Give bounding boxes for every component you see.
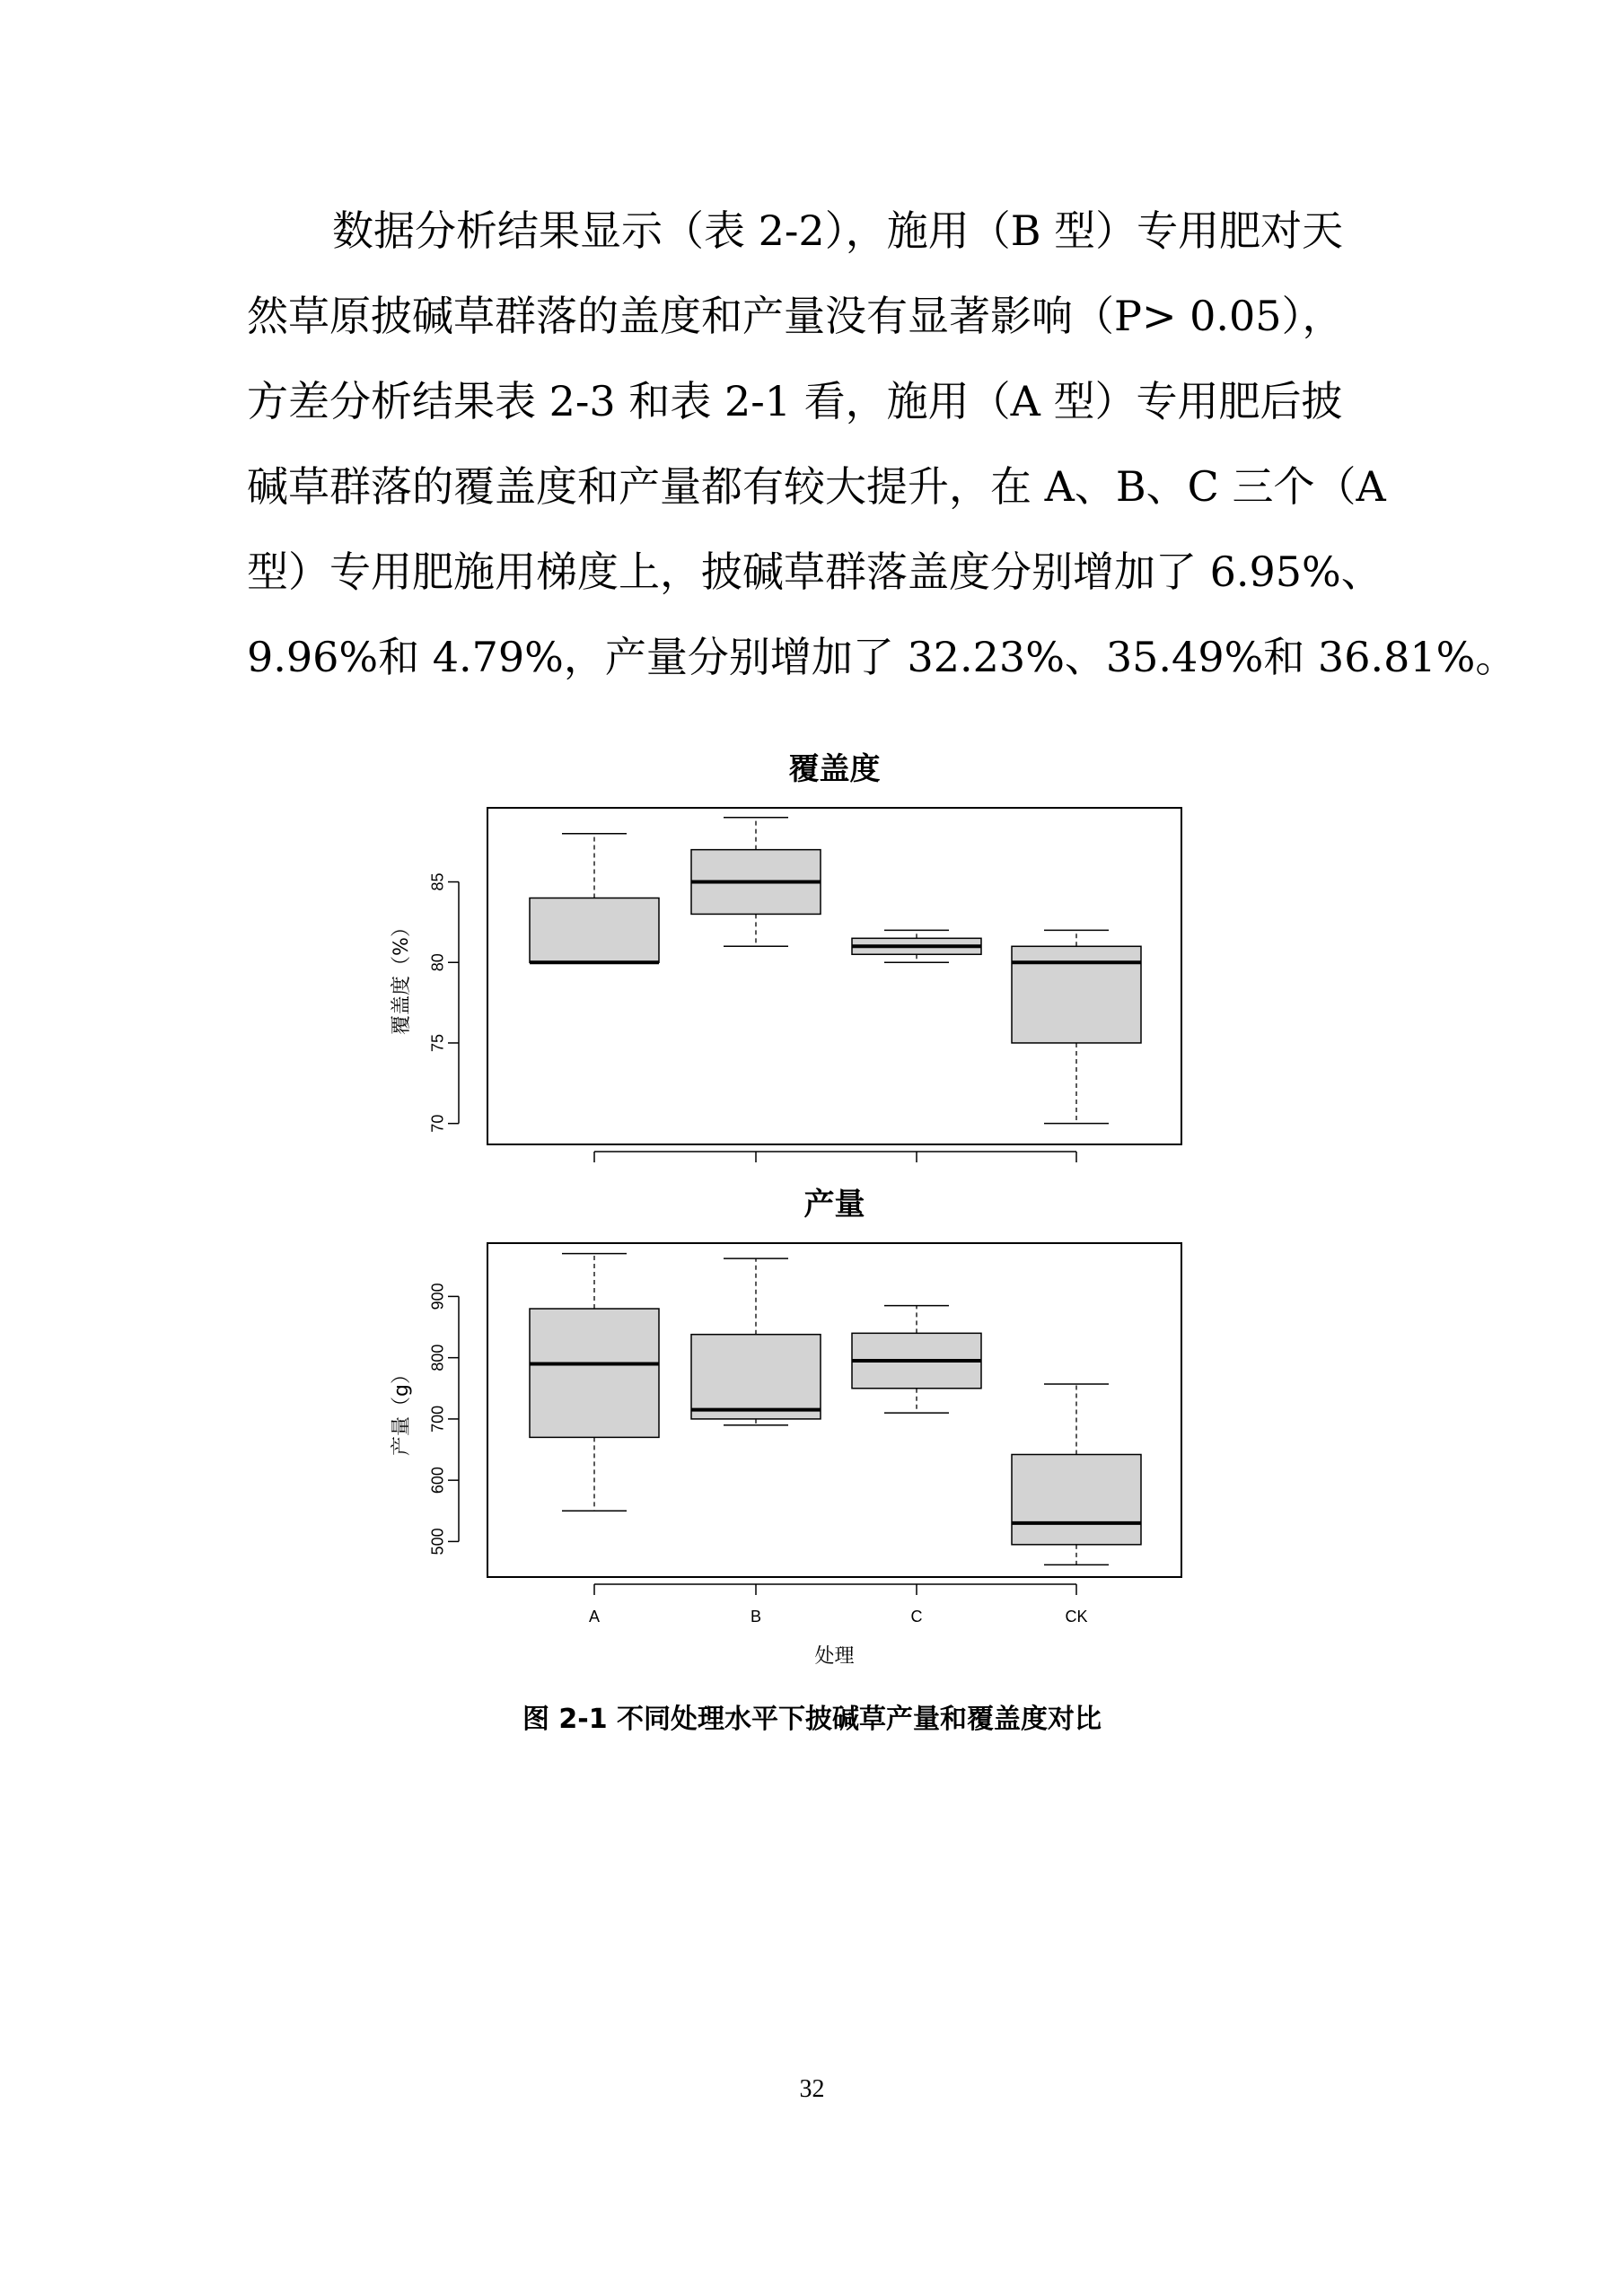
box-a [530, 834, 659, 963]
box-plot-panel [448, 1243, 1181, 1595]
x-tick-label: C [910, 1608, 923, 1626]
y-tick-label: 900 [428, 1283, 447, 1310]
iqr-box [530, 1309, 659, 1437]
iqr-box [530, 898, 659, 962]
body-line: 方差分析结果表 2-3 和表 2-1 看，施用（A 型）专用肥后披 [247, 377, 1343, 425]
x-tick-label: B [750, 1608, 762, 1626]
y-tick-label: 70 [428, 1114, 447, 1133]
box-c [852, 1306, 981, 1413]
x-tick-label: A [588, 1608, 601, 1626]
body-line: 9.96%和 4.79%，产量分别增加了 32.23%、35.49%和 36.81%。 [247, 633, 1517, 681]
x-tick-label: CK [1065, 1608, 1088, 1626]
y-tick-label: 75 [428, 1033, 447, 1052]
box-ck [1012, 930, 1141, 1123]
body-line: 型）专用肥施用梯度上，披碱草群落盖度分别增加了 6.95%、 [247, 548, 1383, 596]
chart-title: 产量 [803, 1187, 865, 1222]
box-ck [1012, 1384, 1141, 1564]
iqr-box [691, 1335, 821, 1419]
figure-caption: 图 2-1 不同处理水平下披碱草产量和覆盖度对比 [522, 1704, 1102, 1735]
y-tick-label: 85 [428, 872, 447, 891]
body-line: 碱草群落的覆盖度和产量都有较大提升，在 A、B、C 三个（A [247, 462, 1386, 511]
page-number: 32 [799, 2075, 825, 2103]
box-b [691, 1258, 821, 1425]
y-axis-title: 覆盖度（%） [391, 917, 413, 1035]
box-plot-panel [448, 808, 1181, 1162]
box-a [530, 1254, 659, 1512]
y-tick-label: 80 [428, 953, 447, 972]
y-tick-label: 800 [428, 1344, 447, 1371]
y-tick-label: 600 [428, 1467, 447, 1494]
y-tick-label: 700 [428, 1405, 447, 1433]
x-axis-title: 处理 [814, 1645, 855, 1668]
box-b [691, 818, 821, 947]
chart-title: 覆盖度 [788, 751, 881, 787]
body-line: 然草原披碱草群落的盖度和产量没有显著影响（P> 0.05）， [247, 292, 1344, 340]
box-c [852, 930, 981, 962]
y-tick-label: 500 [428, 1528, 447, 1555]
body-line: 数据分析结果显示（表 2-2），施用（B 型）专用肥对天 [332, 206, 1344, 255]
y-axis-title: 产量（g） [391, 1364, 413, 1456]
iqr-box [1012, 1454, 1141, 1544]
